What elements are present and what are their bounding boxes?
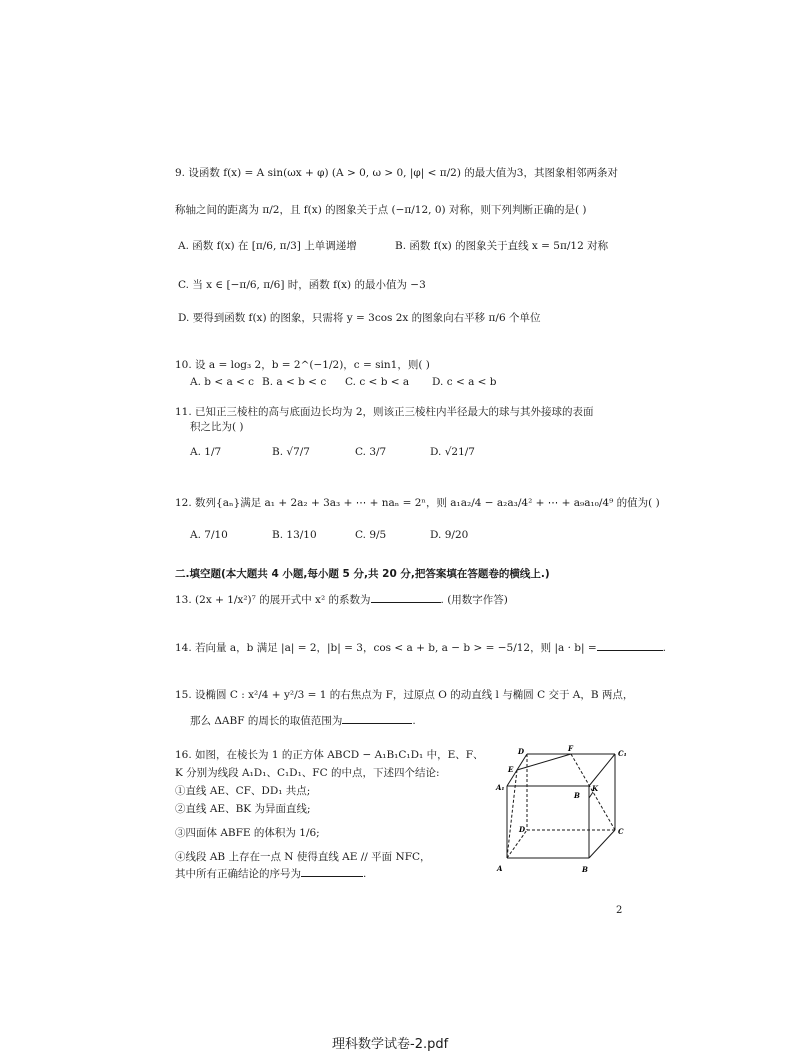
cube-figure xyxy=(492,744,632,878)
q13-stem: 13. (2x + 1/x²)⁷ 的展开式中 x² 的系数为 xyxy=(175,594,371,606)
q16-statement-4: ④线段 AB 上存在一点 N 使得直线 AE // 平面 NFC， xyxy=(175,851,431,863)
q14-stem: 14. 若向量 a，b 满足 |a| = 2，|b| = 3，cos < a + b, a − b > = −5/12，则 |a · b| = xyxy=(175,642,597,654)
q16-answer-line: 其中所有正确结论的序号为 . xyxy=(175,868,367,880)
q11-line1: 11. 已知正三棱柱的高与底面边长均为 2，则该正三棱柱内半径最大的球与其外接球的表面 xyxy=(175,406,594,418)
q15-answer-blank xyxy=(342,713,412,724)
q10-option-d: D. c < a < b xyxy=(432,376,497,388)
label-b1: B xyxy=(574,791,580,800)
q16-answer-blank xyxy=(301,866,363,877)
label-a1: A₁ xyxy=(496,783,505,792)
q9-option-c: C. 当 x ∈ [−π/6, π/6] 时，函数 f(x) 的最小值为 −3 xyxy=(178,279,426,291)
label-a: A xyxy=(497,864,503,873)
q11-line2: 积之比为( ) xyxy=(190,421,244,433)
label-f: F xyxy=(568,744,573,753)
label-b: B xyxy=(582,865,588,874)
q12-option-c: C. 9/5 xyxy=(355,529,387,541)
q16-line2: K 分别为线段 A₁D₁、C₁D₁、FC 的中点，下述四个结论: xyxy=(175,767,440,779)
q15-line2: 那么 ΔABF 的周长的取值范围为 xyxy=(190,715,343,727)
q16-statement-2: ②直线 AE、BK 为异面直线; xyxy=(175,803,311,815)
q10-option-a: A. b < a < c xyxy=(190,376,255,388)
label-c: C xyxy=(618,827,624,836)
q16-statement-5: 其中所有正确结论的序号为 xyxy=(175,868,301,880)
q13-answer-blank xyxy=(371,592,441,603)
q12-option-a: A. 7/10 xyxy=(190,529,228,541)
q10-stem: 10. 设 a = log₃ 2，b = 2^(−1/2)，c = sin1，则( ) xyxy=(175,359,430,371)
q15-line2-wrap: 那么 ΔABF 的周长的取值范围为 . xyxy=(190,715,416,727)
q9-line2: 称轴之间的距离为 π/2，且 f(x) 的图象关于点 (−π/12, 0) 对称，则下列判断正确的是( ) xyxy=(175,204,587,216)
q14-line: 14. 若向量 a，b 满足 |a| = 2，|b| = 3，cos < a + b, a − b > = −5/12，则 |a · b| = . xyxy=(175,642,666,654)
q11-option-d: D. √21/7 xyxy=(430,446,475,458)
q16-line1: 16. 如图，在棱长为 1 的正方体 ABCD − A₁B₁C₁D₁ 中，E、F、 xyxy=(175,749,484,761)
label-d: D xyxy=(519,825,526,834)
q12-option-d: D. 9/20 xyxy=(430,529,469,541)
q9-option-b: B. 函数 f(x) 的图象关于直线 x = 5π/12 对称 xyxy=(395,240,609,252)
q10-option-c: C. c < b < a xyxy=(345,376,410,388)
q14-answer-blank xyxy=(597,640,663,651)
q11-option-c: C. 3/7 xyxy=(355,446,387,458)
file-name-footer: 理科数学试卷-2.pdf xyxy=(332,1037,449,1052)
label-e: E xyxy=(508,765,514,774)
label-c1: C₁ xyxy=(618,749,627,758)
label-d1: D xyxy=(518,747,525,756)
q9-option-d: D. 要得到函数 f(x) 的图象，只需将 y = 3cos 2x 的图象向右平移 π/6 个单位 xyxy=(178,312,541,324)
q12-option-b: B. 13/10 xyxy=(272,529,317,541)
q12-stem: 12. 数列{aₙ}满足 a₁ + 2a₂ + 3a₃ + ⋯ + naₙ = 2ⁿ，则 a₁a₂/4 − a₂a₃/4² + ⋯ + a₉a₁₀/4⁹ 的值为( ) xyxy=(175,497,660,509)
q11-option-a: A. 1/7 xyxy=(190,446,222,458)
q16-statement-3: ③四面体 ABFE 的体积为 1/6; xyxy=(175,827,320,839)
q10-option-b: B. a < b < c xyxy=(262,376,327,388)
q11-option-b: B. √7/7 xyxy=(272,446,310,458)
page-number: 2 xyxy=(616,905,623,916)
q9-option-a: A. 函数 f(x) 在 [π/6, π/3] 上单调递增 xyxy=(178,240,357,252)
q16-statement-1: ①直线 AE、CF、DD₁ 共点; xyxy=(175,785,311,797)
q13-tail: . (用数字作答) xyxy=(440,594,508,606)
q13-line xyxy=(175,592,508,607)
section2-heading: 二.填空题(本大题共 4 小题,每小题 5 分,共 20 分,把答案填在答题卷的横线上.) xyxy=(175,568,550,580)
q9-line1: 9. 设函数 f(x) = A sin(ωx + φ) (A > 0, ω > 0, |φ| < π/2) 的最大值为3，其图象相邻两条对 xyxy=(175,167,618,179)
q15-line1: 15. 设椭圆 C : x²/4 + y²/3 = 1 的右焦点为 F，过原点 O 的动直线 l 与椭圆 C 交于 A，B 两点， xyxy=(175,689,634,701)
label-k: K xyxy=(592,784,599,793)
